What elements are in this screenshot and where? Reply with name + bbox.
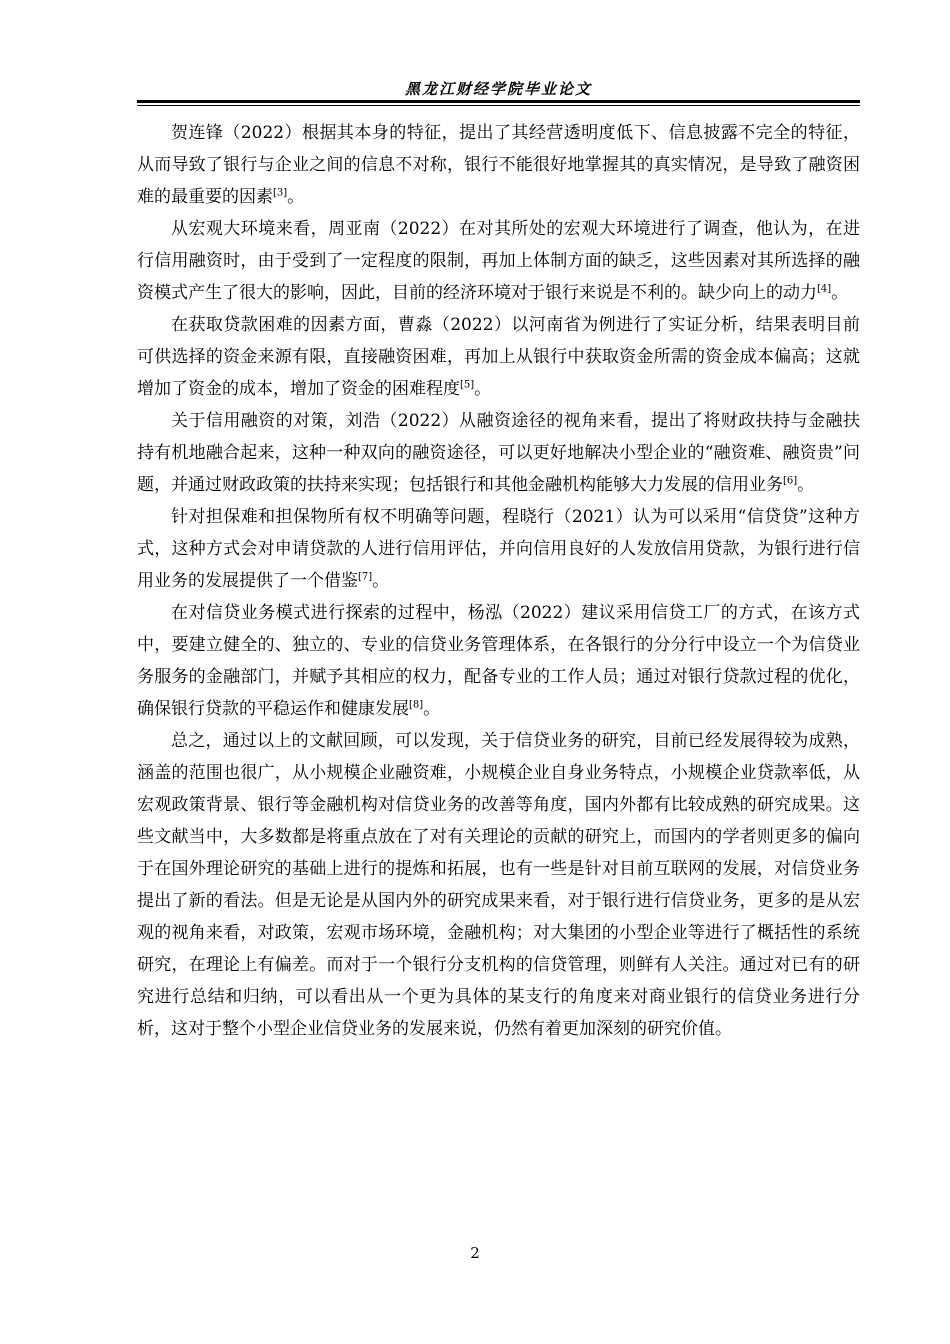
header-rule-thick [137,100,860,103]
paragraph-tail: 。 [372,571,390,591]
paragraph-tail: 。 [797,475,815,495]
paragraph-2 [137,213,860,309]
citation-ref: [8] [409,699,424,711]
citation-ref: [7] [358,571,373,583]
paragraph-text: 关于信用融资的对策，刘浩（2022）从融资途径的视角来看，提出了将财政扶持与金融扶持有机地融合起来，这种一种双向的融资途径，可以更好地解决小型企业的“融资难、融资贵”问题，并通过财政政策的扶持来实现；包括银行和其他金融机构能够大力发展的信用业务 [137,411,860,495]
citation-ref: [5] [460,379,475,391]
paragraph-4 [137,405,860,501]
paragraph-text: 针对担保难和担保物所有权不明确等问题，程晓行（2021）认为可以采用“信贷贷”这种方式，这种方式会对申请贷款的人进行信用评估，并向信用良好的人发放信用贷款，为银行进行信用业务的发展提供了一个借鉴 [137,507,860,591]
paragraph-5 [137,501,860,597]
citation-ref: [3] [273,187,288,199]
paragraph-3 [137,309,860,405]
citation-ref: [6] [783,475,798,487]
citation-ref: [4] [817,283,832,295]
page-header-title: 黑龙江财经学院毕业论文 [404,80,592,98]
body-text [137,117,860,1045]
paragraph-tail: 。 [423,699,441,719]
paragraph-tail: 。 [287,187,305,207]
header-rule-thin [137,105,860,106]
paragraph-tail: 。 [474,379,492,399]
paragraph-text: 在获取贷款困难的因素方面，曹淼（2022）以河南省为例进行了实证分析，结果表明目前可供选择的资金来源有限，直接融资困难，再加上从银行中获取资金所需的资金成本偏高；这就增加了资金的成本，增加了资金的困难程度 [137,315,860,399]
paragraph-tail: 。 [831,283,849,303]
page-number: 2 [470,1244,480,1262]
paragraph-text: 在对信贷业务模式进行探索的过程中，杨泓（2022）建议采用信贷工厂的方式，在该方式中，要建立健全的、独立的、专业的信贷业务管理体系，在各银行的分分行中设立一个为信贷业务服务的金融部门，并赋予其相应的权力，配备专业的工作人员；通过对银行贷款过程的优化，确保银行贷款的平稳运作和健康发展 [137,603,860,719]
paragraph-text: 从宏观大环境来看，周亚南（2022）在对其所处的宏观大环境进行了调查，他认为，在进行信用融资时，由于受到了一定程度的限制，再加上体制方面的缺乏，这些因素对其所选择的融资模式产生了很大的影响，因此，目前的经济环境对于银行来说是不利的。缺少向上的动力 [137,219,860,303]
paragraph-6 [137,597,860,725]
paragraph-1 [137,117,860,213]
paragraph-text: 总之，通过以上的文献回顾，可以发现，关于信贷业务的研究，目前已经发展得较为成熟，涵盖的范围也很广，从小规模企业融资难，小规模企业自身业务特点，小规模企业贷款率低，从宏观政策背景、银行等金融机构对信贷业务的改善等角度，国内外都有比较成熟的研究成果。这些文献当中，大多数都是将重点放在了对有关理论的贡献的研究上，而国内的学者则更多的偏向于在国外理论研究的基础上进行的提炼和拓展，也有一些是针对目前互联网的发展，对信贷业务提出了新的看法。但是无论是从国内外的研究成果来看，对于银行进行信贷业务，更多的是从宏观的视角来看，对政策，宏观市场环境，金融机构；对大集团的小型企业等进行了概括性的系统研究，在理论上有偏差。而对于一个银行分支机构的信贷管理，则鲜有人关注。通过对已有的研究进行总结和归纳，可以看出从一个更为具体的某支行的角度来对商业银行的信贷业务进行分析，这对于整个小型企业信贷业务的发展来说，仍然有着更加深刻的研究价值。 [137,731,860,1039]
paragraph-7 [137,725,860,1045]
paragraph-text: 贺连锋（2022）根据其本身的特征，提出了其经营透明度低下、信息披露不完全的特征，从而导致了银行与企业之间的信息不对称，银行不能很好地掌握其的真实情况，是导致了融资困难的最重要的因素 [137,123,860,207]
